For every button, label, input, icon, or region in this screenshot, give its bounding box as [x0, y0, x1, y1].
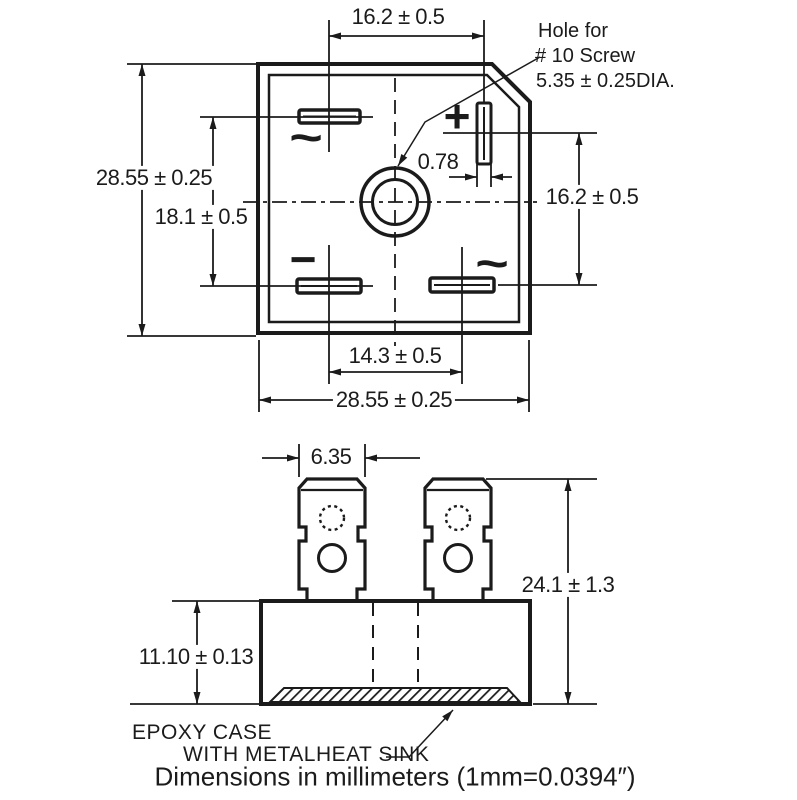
- ac-symbol-top: ~: [289, 111, 323, 164]
- minus-symbol: −: [289, 233, 317, 286]
- terminal-tab-left: [299, 479, 365, 601]
- units-note: Dimensions in millimeters (1mm=0.0394″): [154, 761, 636, 792]
- case-note-line2: WITH METALHEAT SINK: [183, 743, 430, 766]
- dim-bottom-pitch: [329, 369, 462, 376]
- dim-label-left-pitch: 18.1 ± 0.5: [152, 205, 251, 229]
- centerlines: [243, 78, 537, 346]
- terminal-tab-right: [425, 479, 491, 601]
- hole-note-line2: # 10 Screw: [535, 45, 636, 67]
- dim-label-slot-width: 0.78: [417, 148, 459, 174]
- hidden-hole: [446, 506, 470, 530]
- dim-label-body-height: 28.55 ± 0.25: [93, 166, 215, 190]
- heat-sink-hatch: [270, 688, 520, 702]
- case-body-side-view: [261, 601, 530, 704]
- dim-body-height: [127, 64, 256, 336]
- case-note-line1: EPOXY CASE: [132, 721, 273, 744]
- dim-label-body-width: 28.55 ± 0.25: [333, 388, 455, 412]
- plus-symbol: +: [443, 90, 471, 143]
- dim-left-pitch: [210, 117, 217, 286]
- dim-label-case-height: 11.10 ± 0.13: [136, 645, 257, 669]
- dim-label-right-pitch: 16.2 ± 0.5: [543, 185, 642, 209]
- terminal-slot-bottom-right: [430, 247, 597, 384]
- hole-note-line3: 5.35 ± 0.25DIA.: [536, 70, 675, 92]
- dim-label-tab-width: 6.35: [308, 445, 355, 469]
- ac-symbol-bottom: ~: [475, 237, 509, 290]
- dim-label-bottom-pitch: 14.3 ± 0.5: [348, 342, 442, 368]
- terminal-slot-bottom-left: [200, 245, 373, 384]
- hole-note-line1: Hole for: [538, 20, 609, 42]
- dim-label-top-pitch: 16.2 ± 0.5: [351, 3, 445, 29]
- tab-hole: [445, 545, 472, 572]
- dim-label-overall-height: 24.1 ± 1.3: [519, 573, 618, 597]
- side-view: [130, 444, 597, 757]
- terminal-slot-top-left: [200, 110, 373, 123]
- tab-hole: [319, 545, 346, 572]
- hidden-hole: [320, 506, 344, 530]
